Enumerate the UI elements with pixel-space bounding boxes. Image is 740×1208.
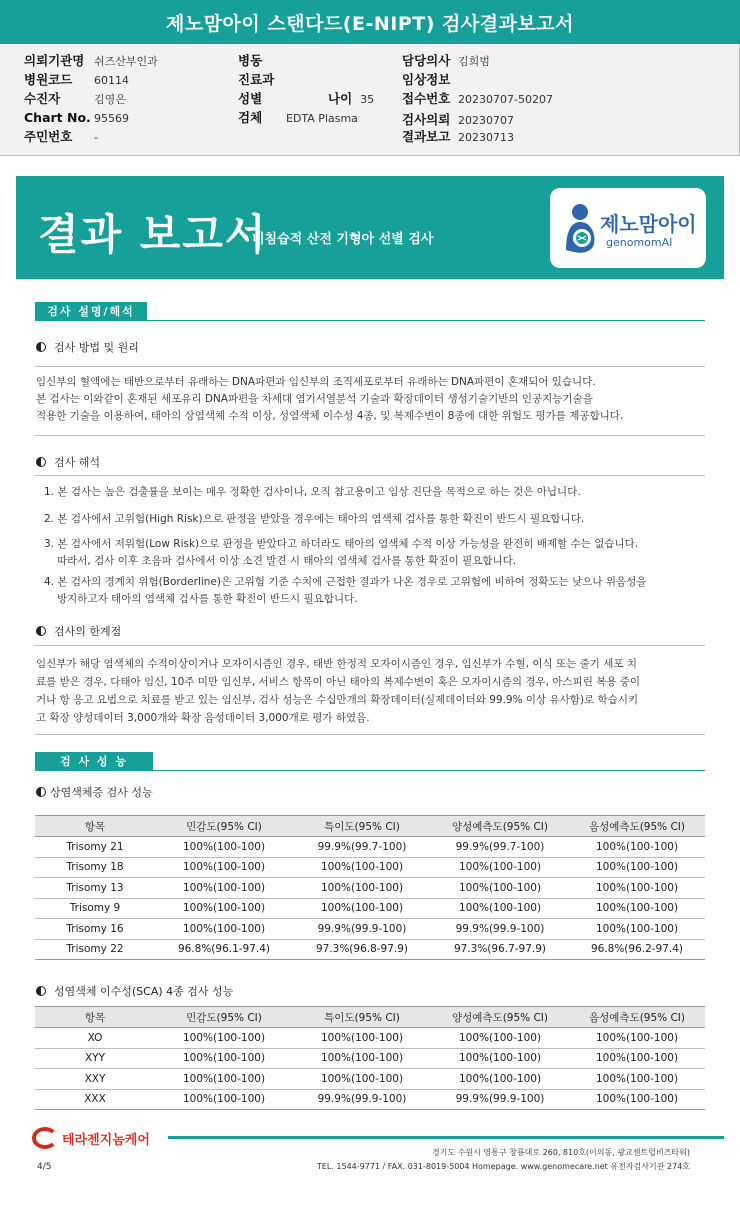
section-tab-performance: 검 사 성 능 [35, 752, 153, 770]
half-circle-icon [36, 626, 46, 636]
info-hospital-code: 병원코드 60114 [24, 72, 129, 87]
interpretation-item-4: 4. 본 검사의 경계치 위험(Borderline)은 고위험 기준 수치에 근접한 결과가 나온 경우로 고위험에 비하여 정확도는 낮으나 위음성을 방지하고자 태아의 염색체 검사를 통한 확진이 반드시 필요합니다. [44, 576, 647, 605]
table-row: Trisomy 21 100%(100-100) 99.9%(99.7-100) 99.9%(99.7-100) 100%(100-100) [35, 837, 705, 858]
info-ward: 병동 [238, 53, 263, 68]
sca-performance-table [35, 1006, 705, 1110]
half-circle-icon [36, 457, 46, 467]
divider [35, 435, 705, 436]
table-header-row: 항목 민감도(95% CI) 특이도(95% CI) 양성예측도(95% CI) 음성예측도(95% CI) [35, 816, 705, 837]
divider [35, 734, 705, 735]
limitation-heading: 검사의 한계점 [36, 623, 121, 639]
half-circle-icon [36, 787, 46, 797]
info-sex: 성별 [238, 91, 263, 106]
logo-subtext: genomomAI [606, 236, 673, 249]
autosomal-table-heading: 상염색체증 검사 성능 [36, 784, 153, 800]
info-patient-name: 수진자 김영은 [24, 91, 126, 106]
section-divider [35, 770, 705, 771]
sca-table-heading: 성염색체 이수성(SCA) 4종 검사 성능 [36, 983, 233, 999]
company-contact: TEL. 1544-9771 / FAX. 031-8019-5004 Homepage. www.genomecare.net 유전자검사기관 274호 [316, 1162, 690, 1171]
half-circle-icon [36, 986, 46, 996]
report-title: 제노맘아이 스탠다드(E-NIPT) 검사결과보고서 [0, 0, 740, 44]
interpretation-heading: 검사 해석 [36, 454, 100, 470]
interpretation-item-1: 1. 본 검사는 높은 검출률을 보이는 매우 정확한 검사이나, 오직 참고용이고 임상 진단을 목적으로 하는 것은 아닙니다. [44, 486, 581, 498]
banner-subtitle: 비침습적 산전 기형아 선별 검사 [252, 232, 434, 247]
logo-text: 제노맘아이 [600, 212, 697, 236]
table-row: XXY 100%(100-100) 100%(100-100) 100%(100-100) 100%(100-100) [35, 1069, 705, 1090]
table-row: XYY 100%(100-100) 100%(100-100) 100%(100-100) 100%(100-100) [35, 1048, 705, 1069]
patient-info-box [0, 44, 740, 156]
info-chart-no: Chart No. 95569 [24, 110, 129, 125]
limitation-paragraph: 임신부가 해당 염색체의 수적이상이거나 모자이시즘인 경우, 태반 한정적 모자이시즘인 경우, 임신부가 수혈, 이식 또는 줄기 세포 치 료를 받은 경우, 다태아 임신, 10주 미만 임신부, 서비스 항목이 아닌 태아의 복제수변이 혹은 모자이시즘의 경우, 아스피린 복용 중이 거나 항 응고 요법으로 치료를 받고 있는 임신부, 검사 성능은 수십만개의 확장데이터(실제데이터와 99.9% 이상 유사함)로 학습시키 고 확장 양성데이터 3,000개와 확장 음성데이터 3,000개로 평가 하였음. [36, 658, 641, 724]
info-clinical: 임상정보 [402, 72, 451, 87]
divider [35, 645, 705, 646]
info-age: 나이 35 [328, 91, 375, 106]
company-address: 경기도 수원시 영통구 창룡대로 260, 810호(이의동, 광교센트럴비즈타워) [431, 1148, 690, 1157]
divider [35, 475, 705, 476]
info-report-date: 결과보고 20230713 [402, 129, 514, 144]
divider [35, 366, 705, 367]
table-row: Trisomy 22 96.8%(96.1-97.4) 97.3%(96.8-97.9) 97.3%(96.7-97.9) 96.8%(96.2-97.4) [35, 939, 705, 960]
info-request-date: 검사의뢰 20230707 [402, 112, 514, 127]
method-paragraph: 임신부의 혈액에는 태반으로부터 유래하는 DNA파편과 임신부의 조직세포로부터 유래하는 DNA파편이 혼재되어 있습니다. 본 검사는 이와같이 혼재된 세포유리 DNA파편을 차세대 염기서열분석 기술과 확장데이터 생성기술기반의 인공지능기술을 적용한 기술을 이용하여, 태아의 상염색체 수적 이상, 성염색체 이수성 4종, 및 복제수변이 8종에 대한 위험도 평가를 제공합니다. [36, 376, 624, 422]
table-row: Trisomy 9 100%(100-100) 100%(100-100) 100%(100-100) 100%(100-100) [35, 898, 705, 919]
info-department: 진료과 [238, 72, 275, 87]
section-tab-explanation: 검사 설명/해석 [35, 302, 147, 320]
table-header-row: 항목 민감도(95% CI) 특이도(95% CI) 양성예측도(95% CI) 음성예측도(95% CI) [35, 1007, 705, 1028]
table-row: Trisomy 13 100%(100-100) 100%(100-100) 100%(100-100) 100%(100-100) [35, 878, 705, 899]
table-row: XO 100%(100-100) 100%(100-100) 100%(100-100) 100%(100-100) [35, 1028, 705, 1049]
info-receipt-no: 접수번호 20230707-50207 [402, 91, 553, 106]
table-row: Trisomy 16 100%(100-100) 99.9%(99.9-100) 99.9%(99.9-100) 100%(100-100) [35, 919, 705, 940]
info-hospital: 의뢰기관명 쉬즈산부인과 [24, 53, 158, 68]
half-circle-icon [36, 342, 46, 352]
method-heading: 검사 방법 및 원리 [36, 339, 139, 355]
section-divider [35, 320, 705, 321]
info-resident-no: 주민번호 - [24, 129, 98, 144]
page-number: 4/5 [37, 1162, 52, 1172]
footer-divider [168, 1136, 724, 1139]
info-specimen: 검체 EDTA Plasma [238, 110, 358, 125]
info-doctor: 담당의사 김희범 [402, 53, 490, 68]
autosomal-performance-table [35, 815, 705, 960]
table-row: Trisomy 18 100%(100-100) 100%(100-100) 100%(100-100) 100%(100-100) [35, 857, 705, 878]
genomom-logo [550, 188, 706, 268]
genomom-mother-icon [560, 200, 600, 256]
company-logo: 테라젠지놈케어 [32, 1127, 150, 1149]
result-banner [16, 176, 724, 279]
banner-title: 결과 보고서 [38, 210, 268, 259]
table-row: XXX 100%(100-100) 99.9%(99.9-100) 99.9%(99.9-100) 100%(100-100) [35, 1089, 705, 1110]
interpretation-item-2: 2. 본 검사에서 고위험(High Risk)으로 판정을 받았을 경우에는 태아의 염색체 검사를 통한 확진이 반드시 필요합니다. [44, 513, 585, 525]
interpretation-item-3: 3. 본 검사에서 저위험(Low Risk)으로 판정을 받았다고 하더라도 태아의 염색체 수적 이상 가능성을 완전히 배제할 수는 없습니다. 따라서, 검사 이후 초음파 검사에서 이상 소견 발견 시 태아의 염색체 검사를 통한 확진이 필요합니다. [44, 538, 639, 567]
company-logo-icon [32, 1127, 58, 1149]
